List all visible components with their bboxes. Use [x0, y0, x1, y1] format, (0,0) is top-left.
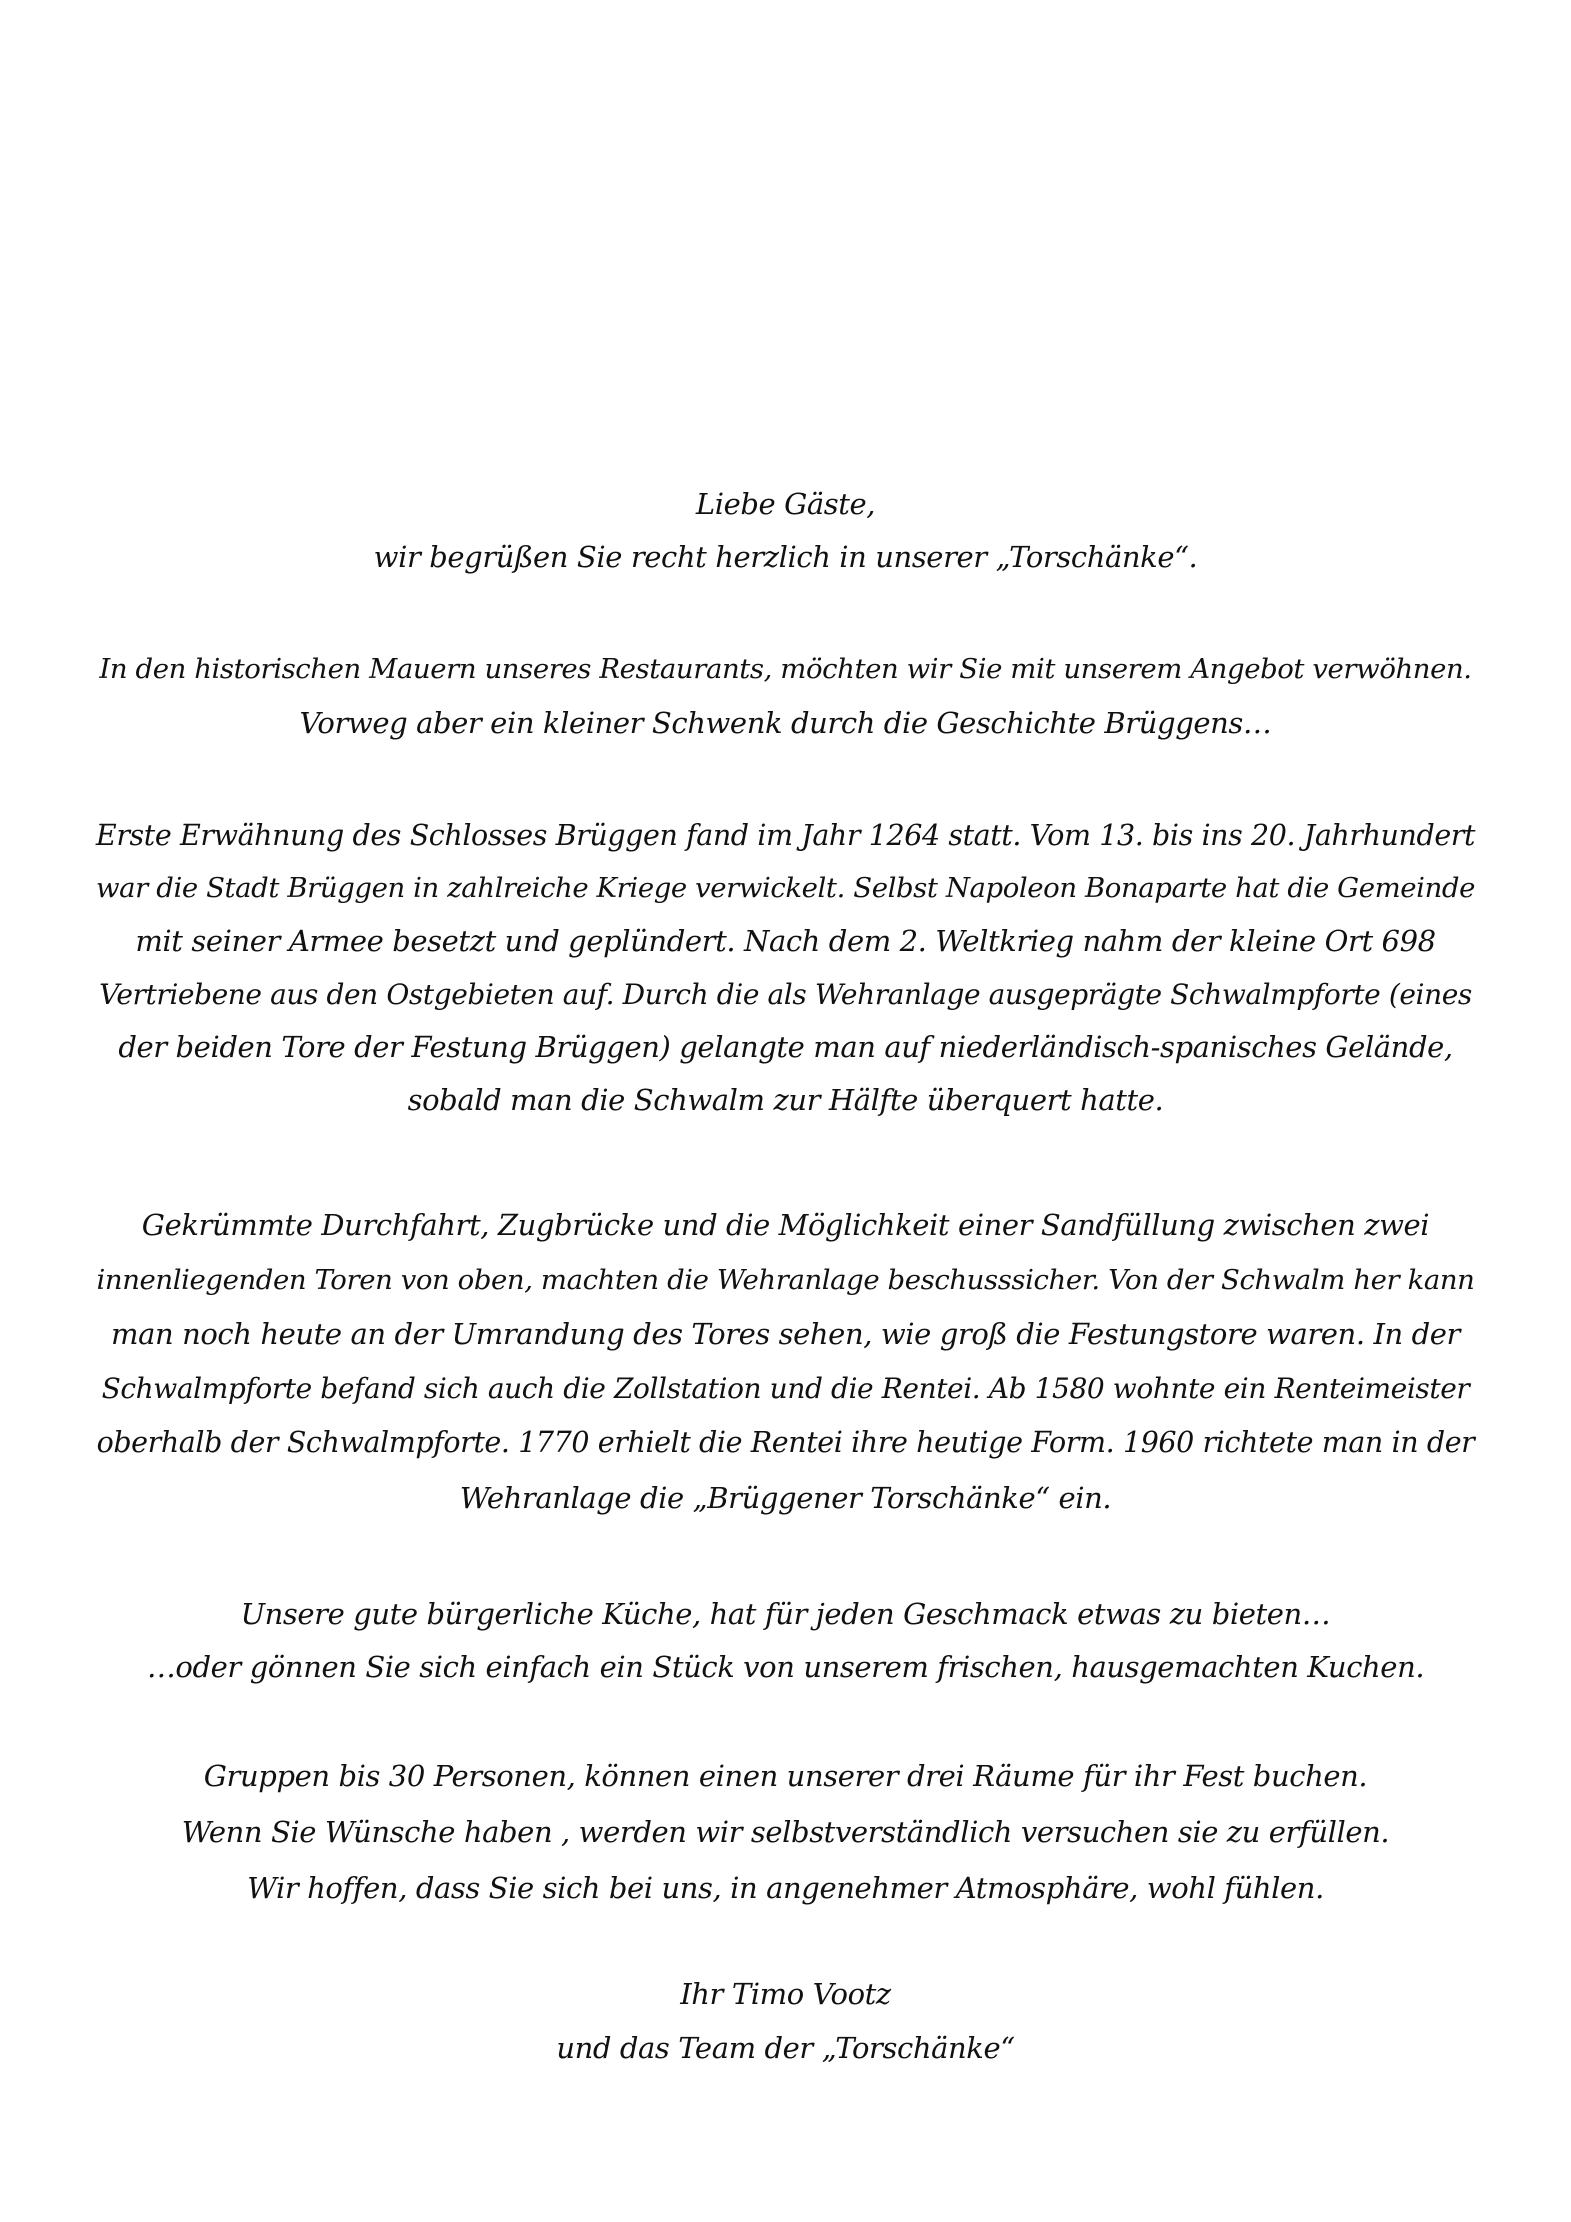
signature-name: Ihr Timo Vootz	[680, 1977, 891, 2011]
fortress-line: Schwalmpforte befand sich auch die Zollstation und die Rentei. Ab 1580 wohnte ein Renteimeister	[101, 1371, 1470, 1405]
history-line: Erste Erwähnung des Schlosses Brüggen fand im Jahr 1264 statt. Vom 13. bis ins 20. Jahrhundert	[95, 819, 1476, 852]
fortress-line: man noch heute an der Umrandung des Tores sehen, wie groß die Festungstore waren. In der	[110, 1317, 1461, 1351]
signature-team: und das Team der „Torschänke“	[556, 2031, 1015, 2065]
kitchen-paragraph	[90, 1588, 1481, 1694]
salutation: Liebe Gäste,	[695, 487, 876, 521]
kitchen-line: …oder gönnen Sie sich einfach ein Stück von unserem frischen, hausgemachten Kuchen.	[146, 1650, 1425, 1684]
greeting-paragraph	[90, 478, 1481, 584]
fortress-line: innenliegenden Toren von oben, machten die Wehranlage beschusssicher. Von der Schwalm her kann	[96, 1263, 1475, 1296]
welcome-line: wir begrüßen Sie recht herzlich in unserer „Torschänke“.	[373, 540, 1198, 574]
fortress-paragraph	[90, 1198, 1481, 1525]
fortress-line: Wehranlage die „Brüggener Torschänke“ ein.	[459, 1480, 1112, 1515]
history-line: Vertriebene aus den Ostgebieten auf. Durch die als Wehranlage ausgeprägte Schwalmpforte (eines	[99, 978, 1472, 1011]
history-line: war die Stadt Brüggen in zahlreiche Kriege verwickelt. Selbst Napoleon Bonaparte hat die Gemeinde	[96, 872, 1475, 904]
history-line: sobald man die Schwalm zur Hälfte überquert hatte.	[407, 1083, 1164, 1117]
history-paragraph	[90, 809, 1481, 1127]
groups-line: Gruppen bis 30 Personen, können einen unserer drei Räume für ihr Fest buchen.	[203, 1759, 1368, 1793]
kitchen-line: Unsere gute bürgerliche Küche, hat für jeden Geschmack etwas zu bieten…	[240, 1597, 1331, 1631]
groups-line: Wenn Sie Wünsche haben , werden wir selbstverständlich versuchen sie zu erfüllen.	[181, 1815, 1390, 1849]
intro-line: In den historischen Mauern unseres Restaurants, möchten wir Sie mit unserem Angebot verwöhnen.	[99, 653, 1472, 685]
history-line: der beiden Tore der Festung Brüggen) gelangte man auf niederländisch-spanisches Gelände,	[118, 1030, 1453, 1064]
fortress-line: Gekrümmte Durchfahrt, Zugbrücke und die Möglichkeit einer Sandfüllung zwischen zwei	[141, 1208, 1430, 1242]
groups-line: Wir hoffen, dass Sie sich bei uns, in angenehmer Atmosphäre, wohl fühlen.	[247, 1871, 1324, 1905]
fortress-line: oberhalb der Schwalmpforte. 1770 erhielt die Rentei ihre heutige Form. 1960 richtete man in der	[96, 1426, 1475, 1459]
signature-block	[90, 1967, 1481, 2075]
intro-paragraph	[90, 642, 1481, 750]
intro-line: Vorweg aber ein kleiner Schwenk durch die Geschichte Brüggens…	[299, 706, 1272, 740]
history-line: mit seiner Armee besetzt und geplündert. Nach dem 2. Weltkrieg nahm der kleine Ort 698	[135, 924, 1436, 958]
groups-paragraph	[90, 1748, 1481, 1916]
